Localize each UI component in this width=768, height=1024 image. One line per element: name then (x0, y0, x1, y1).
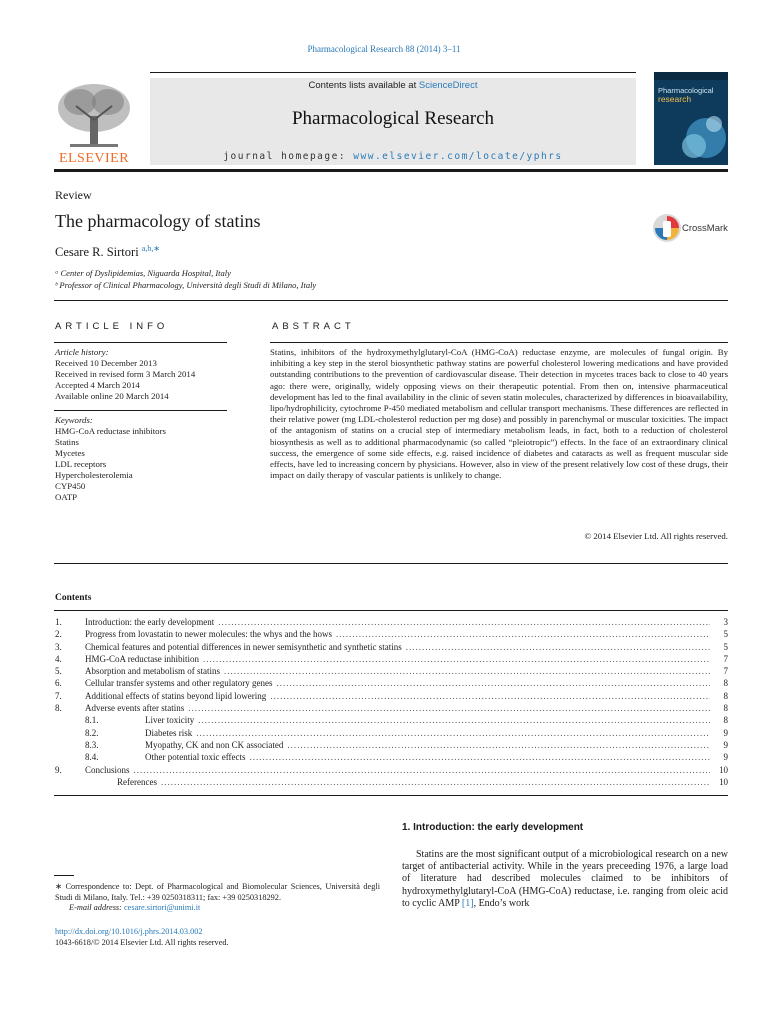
contents-prefix: Contents lists available at (308, 80, 419, 91)
toc-number: 2. (55, 629, 62, 640)
keyword: Mycetes (55, 448, 85, 458)
contents-divider-top (54, 563, 728, 564)
toc-leader-dots (203, 654, 710, 664)
toc-label[interactable]: HMG-CoA reductase inhibition (85, 653, 199, 664)
header-bottom-rule (54, 169, 728, 172)
section-1-heading: 1. Introduction: the early development (402, 822, 584, 833)
homepage-prefix: journal homepage: (223, 151, 354, 162)
abstract-text: Statins, inhibitors of the hydroxymethylglutaryl-CoA (HMG-CoA) reductase enzyme, are molecules of fungal origin. By inhibiting a key step in the sterol biosynthetic pathway statins are powerful cholesterol lowering medications and have provided outstanding contributions to the prevention of cardiovascular disease. Their detection in mycetes traces back to close to 40 years ago: there were, originally, widely opposing views on their therapeutic potential. From then on, intensive pharmaceutical development has led to the final availability in the clinic of seven statin molecules, characterized by differences in bioavailability, lipo/hydrophilicity, cytochrome P-450 mediated metabolism and cellular transport mechanisms. These differences are reflected in their relative power (mg LDL-cholesterol reduction per mg dose) and possibly in parenchymal or muscular toxicities. The impact of the antagonism of statins on a crucial step of intermediary metabolism leads, in fact, both to a reduction of cholesterol biosynthesis as well as to additional pharmacodynamic (so called “pleiotropic”) effects. In the face of an extraordinary clinical success, the emergence of some side effects, e.g. raised incidence of diabetes and cataracts as well as frequent muscular side effects, have led to increasing concern by physicians. However, also in view of the present relatively low cost of these drugs, their impact on daily therapy of vascular patients is unlikely to change. (270, 347, 728, 481)
contents-title: Contents (55, 593, 92, 603)
toc-label[interactable]: Liver toxicity (145, 715, 195, 726)
toc-leader-dots (188, 703, 710, 713)
toc-label[interactable]: Chemical features and potential differences in newer semisynthetic and synthetic statins (85, 641, 402, 652)
toc-number: 8. (55, 703, 62, 714)
toc-label[interactable]: References (117, 776, 157, 787)
history-received: Received 10 December 2013 (55, 358, 157, 368)
toc-row[interactable] (55, 691, 728, 703)
toc-leader-dots (287, 740, 710, 750)
keyword: Statins (55, 437, 79, 447)
journal-name: Pharmacological Research (291, 108, 495, 129)
toc-page-number: 8 (723, 703, 728, 714)
toc-row[interactable] (55, 765, 728, 777)
history-accepted: Accepted 4 March 2014 (55, 380, 140, 390)
toc-leader-dots (276, 678, 710, 688)
toc-page-number: 5 (723, 641, 728, 652)
correspondence-footnote (55, 882, 380, 914)
toc-page-number: 8 (723, 690, 728, 701)
section-1-text: Statins are the most significant output of a microbiological research on a new target of antibacterial activity. While in the years preceeding 1976, a large load of literature had described molecules claimed to be inhibitors of hydroxymethylglutaryl-CoA (HMG-CoA) reductase, i.e. ranging from oleic acid to cyclic AMP (402, 849, 728, 909)
crossmark-icon (652, 213, 682, 243)
doi-link[interactable]: http://dx.doi.org/10.1016/j.phrs.2014.03.002 (55, 927, 203, 936)
citation-link[interactable]: [1] (461, 897, 474, 909)
toc-leader-dots (198, 715, 710, 725)
toc-number: 3. (55, 641, 62, 652)
keyword: OATP (55, 492, 77, 502)
contents-rule-bottom (54, 795, 728, 796)
toc-label[interactable]: Progress from lovastatin to newer molecules: the whys and the hows (85, 629, 332, 640)
footnote-text: ∗ Correspondence to: Dept. of Pharmacological and Biomolecular Sciences, Università degli Studi di Milano, Italy. Tel.: +39 0250318311; fax: +39 0250318292. (55, 882, 380, 902)
section-1-body (402, 849, 728, 910)
toc-leader-dots (218, 617, 710, 627)
abstract-heading: ABSTRACT (272, 321, 355, 332)
keyword: CYP450 (55, 481, 86, 491)
journal-cover-thumbnail[interactable] (654, 72, 728, 165)
toc-row[interactable] (55, 617, 728, 629)
contents-available-line (150, 80, 636, 91)
toc-leader-dots (196, 728, 710, 738)
abstract-rule (270, 342, 728, 343)
sciencedirect-link[interactable]: ScienceDirect (418, 80, 478, 91)
toc-row[interactable] (55, 642, 728, 654)
toc-label[interactable]: Additional effects of statins beyond lipid lowering (85, 690, 267, 701)
table-of-contents (55, 617, 728, 789)
issn-line: 1043-6618/© 2014 Elsevier Ltd. All rights reserved. (55, 938, 229, 947)
cover-title-line1: Pharmacological (658, 86, 714, 95)
toc-number: 7. (55, 690, 62, 701)
cover-title-line2: research (658, 93, 692, 104)
abstract-copyright: © 2014 Elsevier Ltd. All rights reserved. (584, 531, 728, 541)
crossmark-label: CrossMark (682, 223, 728, 234)
toc-label[interactable]: Absorption and metabolism of statins (85, 666, 220, 677)
toc-page-number: 9 (723, 752, 728, 763)
toc-leader-dots (224, 666, 710, 676)
toc-page-number: 9 (723, 727, 728, 738)
article-divider (54, 300, 728, 301)
toc-leader-dots (161, 777, 710, 787)
author-affiliation-marks[interactable]: a,b,∗ (141, 244, 161, 253)
toc-page-number: 10 (719, 764, 728, 775)
toc-row[interactable] (55, 666, 728, 678)
article-info-heading: ARTICLE INFO (55, 321, 169, 332)
toc-leader-dots (336, 629, 710, 639)
toc-leader-dots (250, 752, 710, 762)
article-author (55, 244, 160, 260)
history-online: Available online 20 March 2014 (55, 391, 169, 401)
author-name: Cesare R. Sirtori (55, 245, 139, 260)
toc-number: 8.1. (85, 715, 99, 726)
header-top-rule (150, 72, 636, 73)
cover-art-icon (654, 72, 728, 165)
article-info-rule-mid (54, 410, 227, 411)
toc-label[interactable]: Diabetes risk (145, 727, 193, 738)
toc-number: 6. (55, 678, 62, 689)
article-history (55, 347, 230, 402)
toc-page-number: 8 (723, 678, 728, 689)
article-title: The pharmacology of statins (55, 211, 261, 231)
toc-label[interactable]: Cellular transfer systems and other regulatory genes (85, 678, 273, 689)
toc-leader-dots (270, 691, 710, 701)
contents-rule-top (54, 610, 728, 611)
keyword: LDL receptors (55, 459, 107, 469)
toc-label[interactable]: Conclusions (85, 764, 130, 775)
toc-leader-dots (406, 642, 710, 652)
toc-page-number: 7 (723, 653, 728, 664)
toc-row[interactable] (55, 752, 728, 764)
toc-row[interactable] (55, 728, 728, 740)
keywords (55, 415, 230, 503)
keyword: HMG-CoA reductase inhibitors (55, 426, 166, 436)
toc-number: 8.4. (85, 752, 99, 763)
email-link[interactable]: cesare.sirtori@unimi.it (124, 903, 201, 912)
toc-row[interactable] (55, 740, 728, 752)
article-info-rule-top (54, 342, 227, 343)
section-1-text-tail: , Endo’s work (473, 897, 530, 909)
toc-page-number: 8 (723, 715, 728, 726)
toc-row[interactable] (55, 678, 728, 690)
article-history-label: Article history: (55, 347, 109, 357)
homepage-link[interactable]: www.elsevier.com/locate/yphrs (353, 151, 563, 162)
email-label: E-mail address: (69, 903, 124, 912)
toc-page-number: 10 (719, 776, 728, 787)
toc-row[interactable] (55, 654, 728, 666)
toc-number: 1. (55, 617, 62, 627)
footnote-rule (54, 875, 74, 876)
keyword: Hypercholesterolemia (55, 470, 133, 480)
toc-row[interactable] (55, 703, 728, 715)
affiliation-a: ᵃ Center of Dyslipidemias, Niguarda Hospital, Italy (55, 268, 231, 278)
toc-page-number: 9 (723, 739, 728, 750)
toc-label[interactable]: Adverse events after statins (85, 703, 185, 714)
toc-page-number: 5 (723, 629, 728, 640)
toc-row[interactable] (55, 629, 728, 641)
journal-homepage-line (150, 151, 636, 162)
toc-number: 8.3. (85, 739, 99, 750)
toc-page-number: 7 (723, 666, 728, 677)
toc-label[interactable]: Myopathy, CK and non CK associated (145, 739, 284, 750)
toc-number: 9. (55, 764, 62, 775)
toc-page-number: 3 (723, 617, 728, 627)
toc-row[interactable] (55, 777, 728, 789)
toc-leader-dots (134, 765, 710, 775)
toc-label[interactable]: Other potential toxic effects (145, 752, 246, 763)
toc-row[interactable] (55, 715, 728, 727)
toc-number: 4. (55, 653, 62, 664)
journal-reference[interactable]: Pharmacological Research 88 (2014) 3–11 (307, 44, 461, 54)
keywords-label: Keywords: (55, 415, 93, 425)
article-type: Review (55, 188, 92, 202)
toc-number: 8.2. (85, 727, 99, 738)
publisher-wordmark: ELSEVIER (58, 151, 130, 166)
toc-number: 5. (55, 666, 62, 677)
affiliation-b: ᵇ Professor of Clinical Pharmacology, Università degli Studi di Milano, Italy (55, 280, 317, 290)
history-revised: Received in revised form 3 March 2014 (55, 369, 196, 379)
toc-label[interactable]: Introduction: the early development (85, 617, 215, 627)
